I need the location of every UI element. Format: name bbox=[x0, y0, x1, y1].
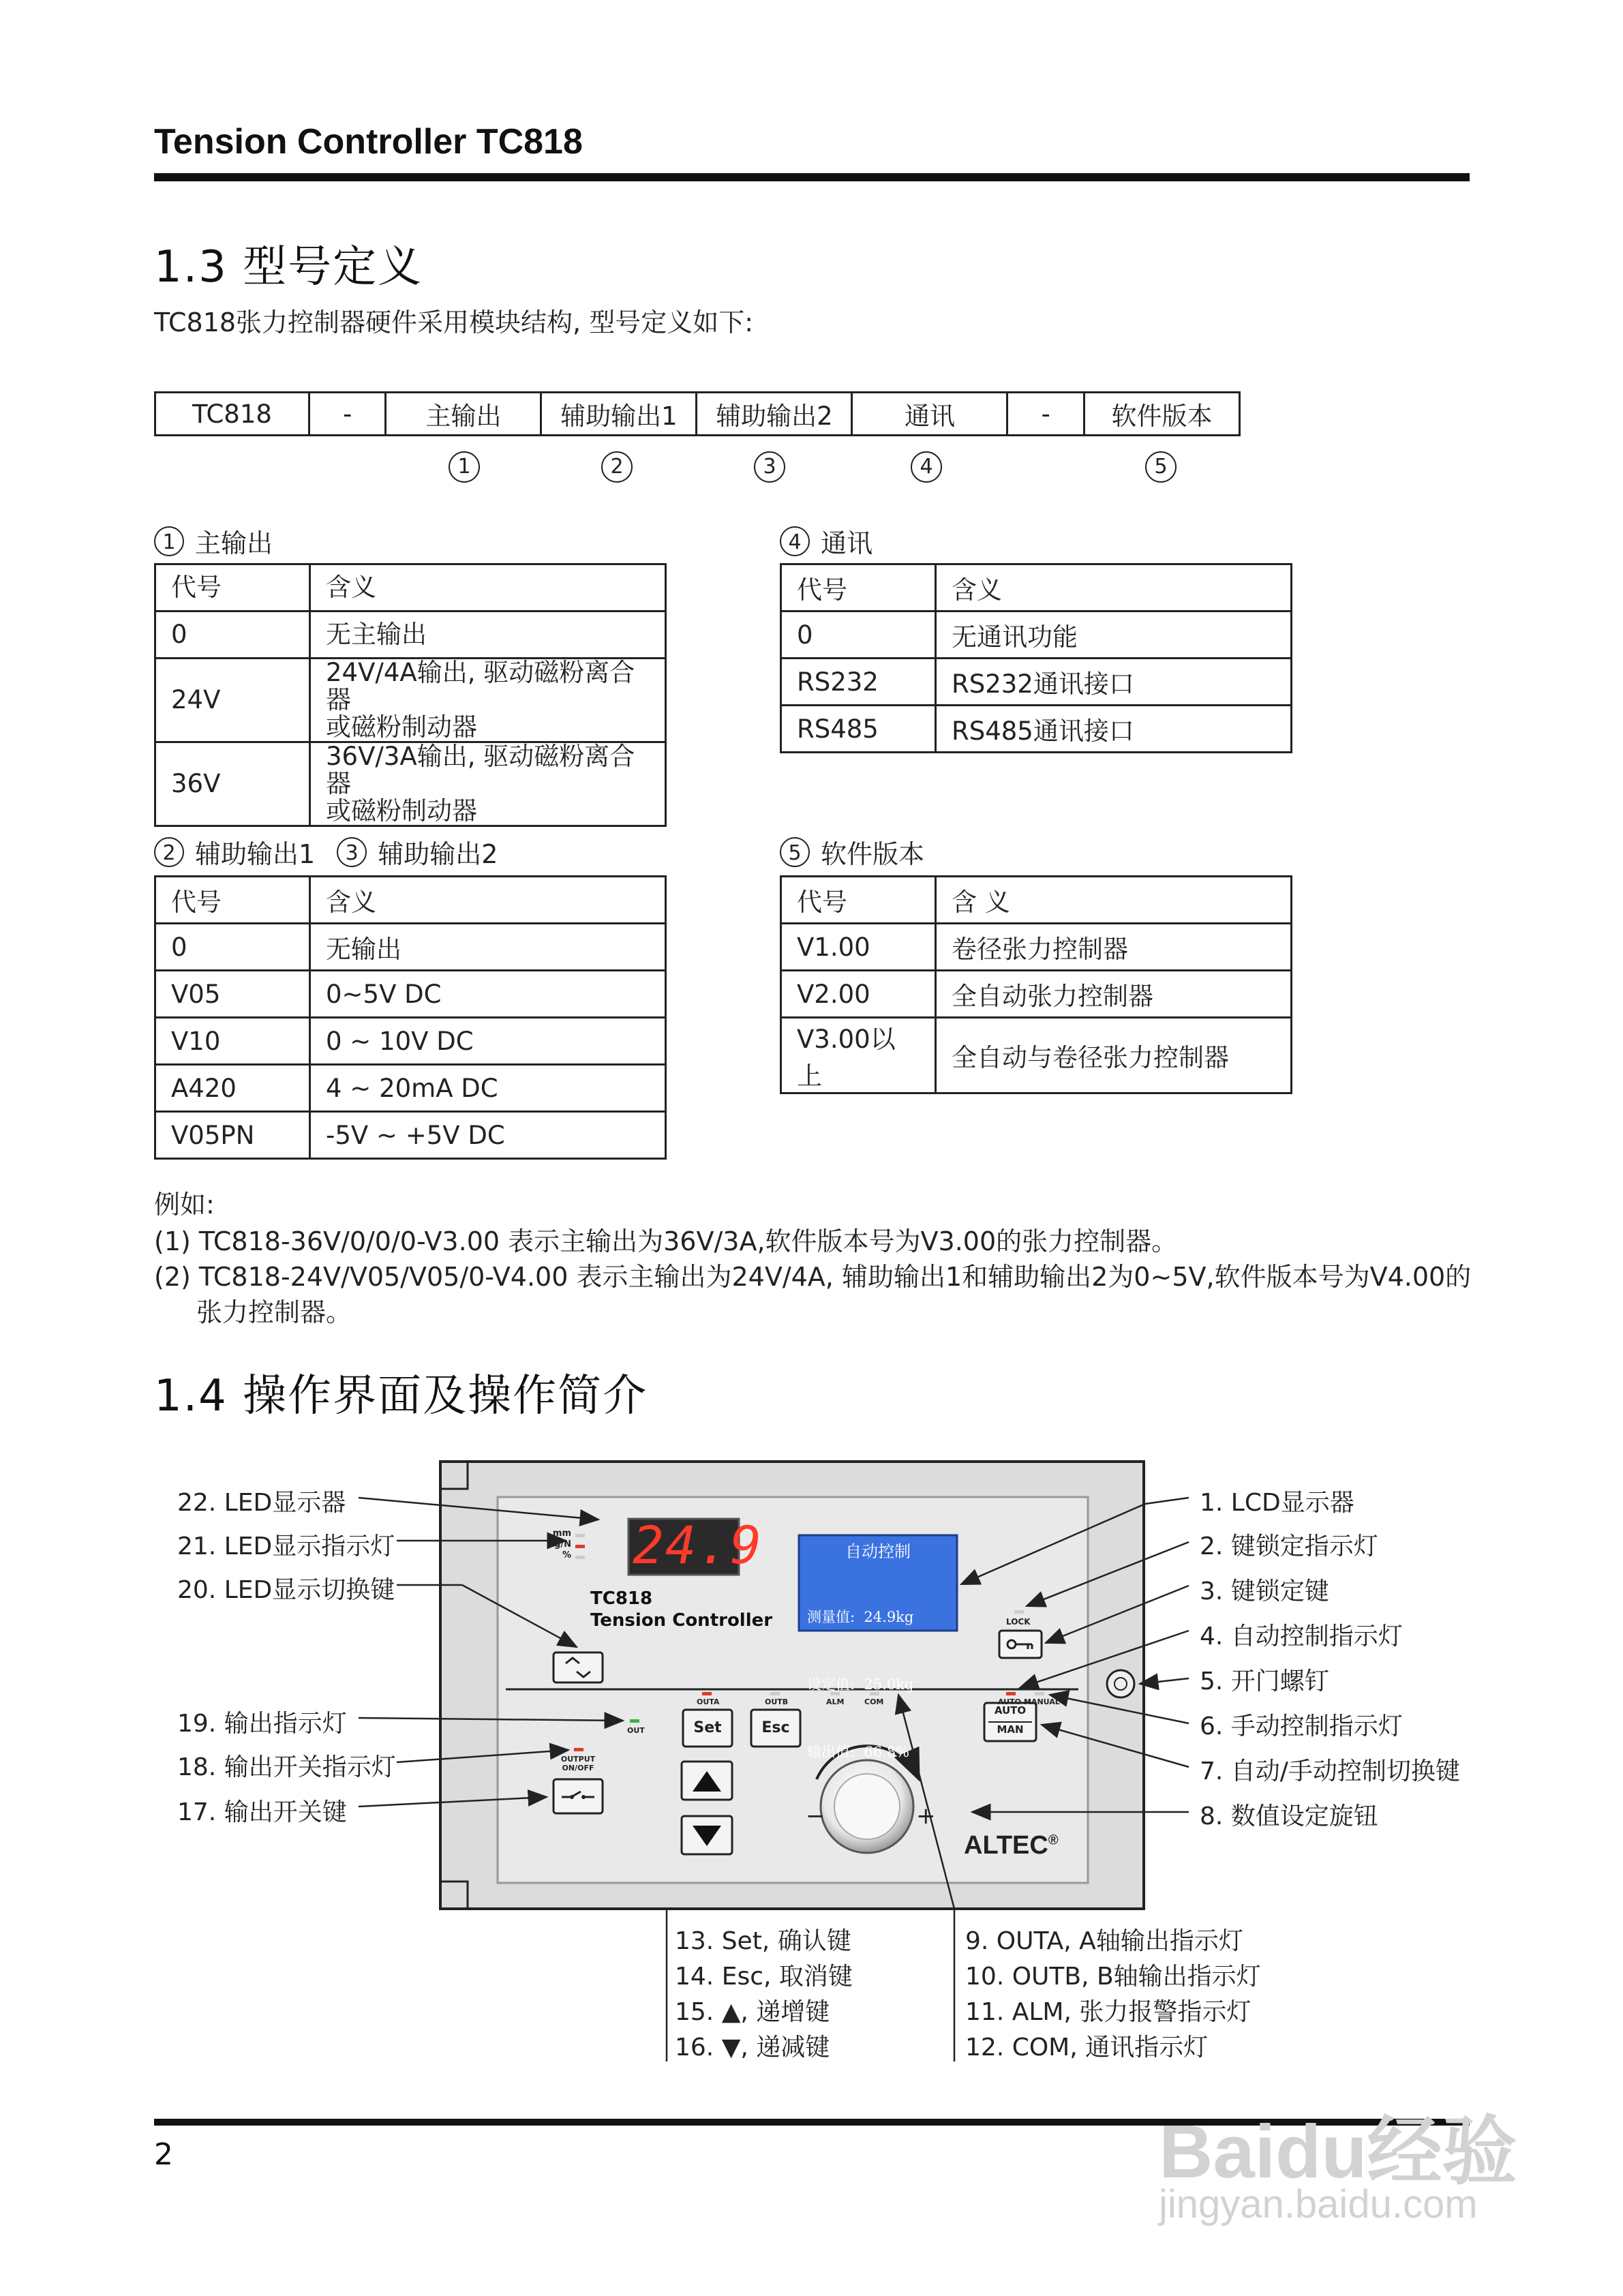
caption-number: 5 bbox=[780, 837, 810, 867]
caption-text: 辅助输出1 bbox=[195, 839, 316, 869]
outb-indicator bbox=[770, 1692, 780, 1695]
leader-line bbox=[1140, 1678, 1189, 1684]
caption-text: 通讯 bbox=[821, 528, 873, 558]
lock-indicator-light bbox=[1014, 1610, 1024, 1614]
code-cell: A420 bbox=[155, 1065, 310, 1112]
page-number: 2 bbox=[154, 2137, 173, 2172]
label-18: 18. 输出开关指示灯 bbox=[177, 1753, 396, 1781]
section-1-3-title: 1.3 型号定义 bbox=[154, 242, 423, 292]
bottom-labels-right bbox=[965, 1924, 1261, 2066]
label-4: 4. 自动控制指示灯 bbox=[1200, 1622, 1403, 1650]
label-20: 20. LED显示切换键 bbox=[177, 1576, 395, 1604]
example-1: (1) TC818-36V/0/0/0-V3.00 表示主输出为36V/3A,软件版本号为V3.00的张力控制器。 bbox=[154, 1226, 1178, 1256]
label-19: 19. 输出指示灯 bbox=[177, 1710, 347, 1738]
meaning-cell: 4 ~ 20mA DC bbox=[310, 1065, 666, 1112]
example-2: (2) TC818-24V/V05/V05/0-V4.00 表示主输出为24V/4A, 辅助输出1和辅助输出2为0~5V,软件版本号为V4.00的 bbox=[154, 1262, 1472, 1292]
meaning-cell: 无通讯功能 bbox=[936, 611, 1292, 659]
manual-indicator bbox=[1035, 1692, 1044, 1695]
auto-indicator bbox=[1006, 1692, 1016, 1695]
meaning-line: 24V/4A输出, 驱动磁粉离合器 bbox=[326, 658, 635, 714]
caption-text: 辅助输出2 bbox=[378, 839, 498, 869]
output-onoff-label bbox=[556, 1755, 600, 1772]
lcd-line-measured: 测量值: 24.9kg bbox=[807, 1609, 914, 1625]
caption-text: 主输出 bbox=[195, 528, 273, 558]
meaning-cell: -5V ~ +5V DC bbox=[310, 1112, 666, 1159]
label-22: 22. LED显示器 bbox=[177, 1489, 346, 1517]
label-11: 11. ALM, 张力报警指示灯 bbox=[965, 1998, 1252, 2026]
led-value: 24.9 bbox=[633, 1515, 763, 1575]
esc-label: Esc bbox=[761, 1719, 790, 1736]
brand-mark: ® bbox=[1048, 1832, 1059, 1848]
caption-number: 1 bbox=[154, 526, 184, 556]
code-cell: RS232 bbox=[781, 659, 936, 706]
indicator-label-auto: AUTO bbox=[998, 1697, 1021, 1706]
marker-circle: 4 bbox=[911, 451, 942, 483]
model-cell: - bbox=[1007, 393, 1084, 436]
lcd-line-output: 输出值: 66.8% bbox=[807, 1744, 910, 1760]
unit-kgn: kg/N bbox=[548, 1539, 571, 1550]
watermark-brand: Baidu经验 bbox=[1159, 2110, 1517, 2194]
label-13: 13. Set, 确认键 bbox=[675, 1927, 851, 1955]
output-indicator bbox=[630, 1719, 639, 1723]
label-17: 17. 输出开关键 bbox=[177, 1798, 347, 1826]
table-header-cell: 代号 bbox=[155, 877, 310, 924]
indicator-label-alm: ALM bbox=[826, 1697, 845, 1706]
caption-number: 3 bbox=[337, 837, 367, 867]
table-header-cell: 含义 bbox=[310, 877, 666, 924]
outa-indicator bbox=[702, 1692, 712, 1695]
model-cell: 通讯 bbox=[852, 393, 1007, 436]
label-12: 12. COM, 通讯指示灯 bbox=[965, 2034, 1209, 2061]
section-1-4-title: 1.4 操作界面及操作简介 bbox=[154, 1371, 648, 1421]
brand-logo bbox=[964, 1831, 1059, 1860]
indicator-label-outa: OUTA bbox=[697, 1697, 720, 1706]
marker-circle: 2 bbox=[601, 451, 633, 483]
marker-circle: 5 bbox=[1145, 451, 1177, 483]
indicator-label-manual: MANUAL bbox=[1024, 1697, 1060, 1706]
model-cell: 辅助输出1 bbox=[541, 393, 697, 436]
meaning-cell: 全自动与卷径张力控制器 bbox=[936, 1018, 1292, 1093]
model-cell: 软件版本 bbox=[1084, 393, 1239, 436]
meaning-line: 或磁粉制动器 bbox=[326, 796, 477, 826]
meaning-cell: 卷径张力控制器 bbox=[936, 924, 1292, 971]
brand-name: ALTEC bbox=[964, 1831, 1048, 1860]
label-7: 7. 自动/手动控制切换键 bbox=[1200, 1757, 1460, 1785]
knob-plus: + bbox=[916, 1802, 936, 1830]
set-label: Set bbox=[693, 1719, 722, 1736]
code-cell: V2.00 bbox=[781, 971, 936, 1018]
knob-minus: − bbox=[806, 1802, 825, 1830]
caption-number: 4 bbox=[780, 526, 810, 556]
meaning-cell: 0~5V DC bbox=[310, 971, 666, 1018]
model-cell: 辅助输出2 bbox=[697, 393, 852, 436]
indicator-label-outb: OUTB bbox=[765, 1697, 789, 1706]
led-unit-light bbox=[575, 1556, 585, 1559]
model-cell: - bbox=[309, 393, 385, 436]
label-10: 10. OUTB, B轴输出指示灯 bbox=[965, 1963, 1261, 1991]
table-header-cell: 代号 bbox=[781, 564, 936, 611]
meaning-cell: 无输出 bbox=[310, 924, 666, 971]
lcd-line-setpoint: 设定值: 25.0kg bbox=[807, 1676, 914, 1693]
code-cell: RS485 bbox=[781, 706, 936, 753]
code-cell: V10 bbox=[155, 1018, 310, 1065]
output-label-line: ON/OFF bbox=[562, 1764, 594, 1772]
table-header-cell: 含义 bbox=[936, 564, 1292, 611]
output-switch-key[interactable] bbox=[553, 1779, 603, 1813]
meaning-cell: RS232通讯接口 bbox=[936, 659, 1292, 706]
examples-label: 例如: bbox=[154, 1190, 215, 1220]
unit-mm: mm bbox=[552, 1528, 571, 1539]
meaning-cell: 0 ~ 10V DC bbox=[310, 1018, 666, 1065]
code-cell: 36V bbox=[155, 742, 310, 826]
caption-text: 软件版本 bbox=[821, 839, 925, 869]
out-label: OUT bbox=[627, 1726, 645, 1735]
label-1: 1. LCD显示器 bbox=[1200, 1489, 1354, 1517]
code-cell: 0 bbox=[155, 924, 310, 971]
auto-man-top-label: AUTO bbox=[994, 1704, 1027, 1717]
code-cell: 0 bbox=[781, 611, 936, 659]
label-16: 16. ▼, 递减键 bbox=[675, 2034, 830, 2061]
switch-icon-dot bbox=[581, 1795, 586, 1799]
label-14: 14. Esc, 取消键 bbox=[675, 1963, 853, 1991]
lcd-title: 自动控制 bbox=[845, 1542, 911, 1561]
output-switch-indicator bbox=[574, 1748, 583, 1751]
meaning-line: 或磁粉制动器 bbox=[326, 712, 477, 742]
section-1-3-intro: TC818张力控制器硬件采用模块结构, 型号定义如下: bbox=[154, 307, 754, 337]
table-header-cell: 代号 bbox=[155, 564, 310, 611]
label-3: 3. 键锁定键 bbox=[1200, 1577, 1329, 1605]
auto-man-bottom-label: MAN bbox=[997, 1723, 1024, 1736]
code-cell: V05PN bbox=[155, 1112, 310, 1159]
document-header-title: Tension Controller TC818 bbox=[154, 122, 583, 162]
caption-number: 2 bbox=[154, 837, 184, 867]
model-cell: TC818 bbox=[155, 393, 309, 436]
meaning-cell: 无主输出 bbox=[310, 611, 666, 659]
marker-circle: 3 bbox=[754, 451, 785, 483]
meaning-cell: RS485通讯接口 bbox=[936, 706, 1292, 753]
code-cell: V05 bbox=[155, 971, 310, 1018]
table-header-cell: 代号 bbox=[781, 877, 936, 924]
marker-circle: 1 bbox=[449, 451, 480, 483]
table-header-cell: 含义 bbox=[310, 564, 666, 611]
meaning-cell: 全自动张力控制器 bbox=[936, 971, 1292, 1018]
code-cell: 24V bbox=[155, 659, 310, 742]
led-units bbox=[544, 1528, 571, 1561]
label-15: 15. ▲, 递增键 bbox=[675, 1998, 830, 2026]
switch-icon-dot bbox=[570, 1795, 574, 1799]
label-8: 8. 数值设定旋钮 bbox=[1200, 1802, 1378, 1830]
panel-model-sub: Tension Controller bbox=[590, 1610, 773, 1631]
lock-label: LOCK bbox=[1006, 1617, 1031, 1627]
output-label-line: OUTPUT bbox=[560, 1755, 596, 1764]
led-unit-light bbox=[575, 1545, 585, 1548]
unit-percent: % bbox=[562, 1550, 571, 1560]
lcd-lines bbox=[807, 1561, 913, 1786]
model-cell: 主输出 bbox=[386, 393, 541, 436]
example-2-cont: 张力控制器。 bbox=[196, 1297, 352, 1327]
bottom-labels-left bbox=[675, 1924, 853, 2066]
code-cell: V1.00 bbox=[781, 924, 936, 971]
label-2: 2. 键锁定指示灯 bbox=[1200, 1532, 1378, 1560]
code-cell: 0 bbox=[155, 611, 310, 659]
code-cell: V3.00以上 bbox=[781, 1018, 936, 1093]
label-5: 5. 开门螺钉 bbox=[1200, 1667, 1329, 1695]
door-screw[interactable] bbox=[1107, 1670, 1134, 1697]
label-9: 9. OUTA, A轴输出指示灯 bbox=[965, 1927, 1243, 1955]
label-6: 6. 手动控制指示灯 bbox=[1200, 1712, 1403, 1740]
table-header-cell: 含 义 bbox=[936, 877, 1292, 924]
panel-model: TC818 bbox=[590, 1588, 653, 1609]
led-unit-light bbox=[575, 1534, 585, 1537]
led-switch-key[interactable] bbox=[553, 1652, 603, 1682]
meaning-line: 36V/3A输出, 驱动磁粉离合器 bbox=[326, 742, 635, 798]
leader-line bbox=[1145, 1498, 1189, 1504]
label-21: 21. LED显示指示灯 bbox=[177, 1532, 395, 1560]
indicator-label-com: COM bbox=[864, 1697, 884, 1706]
watermark-url: jingyan.baidu.com bbox=[1159, 2182, 1478, 2226]
